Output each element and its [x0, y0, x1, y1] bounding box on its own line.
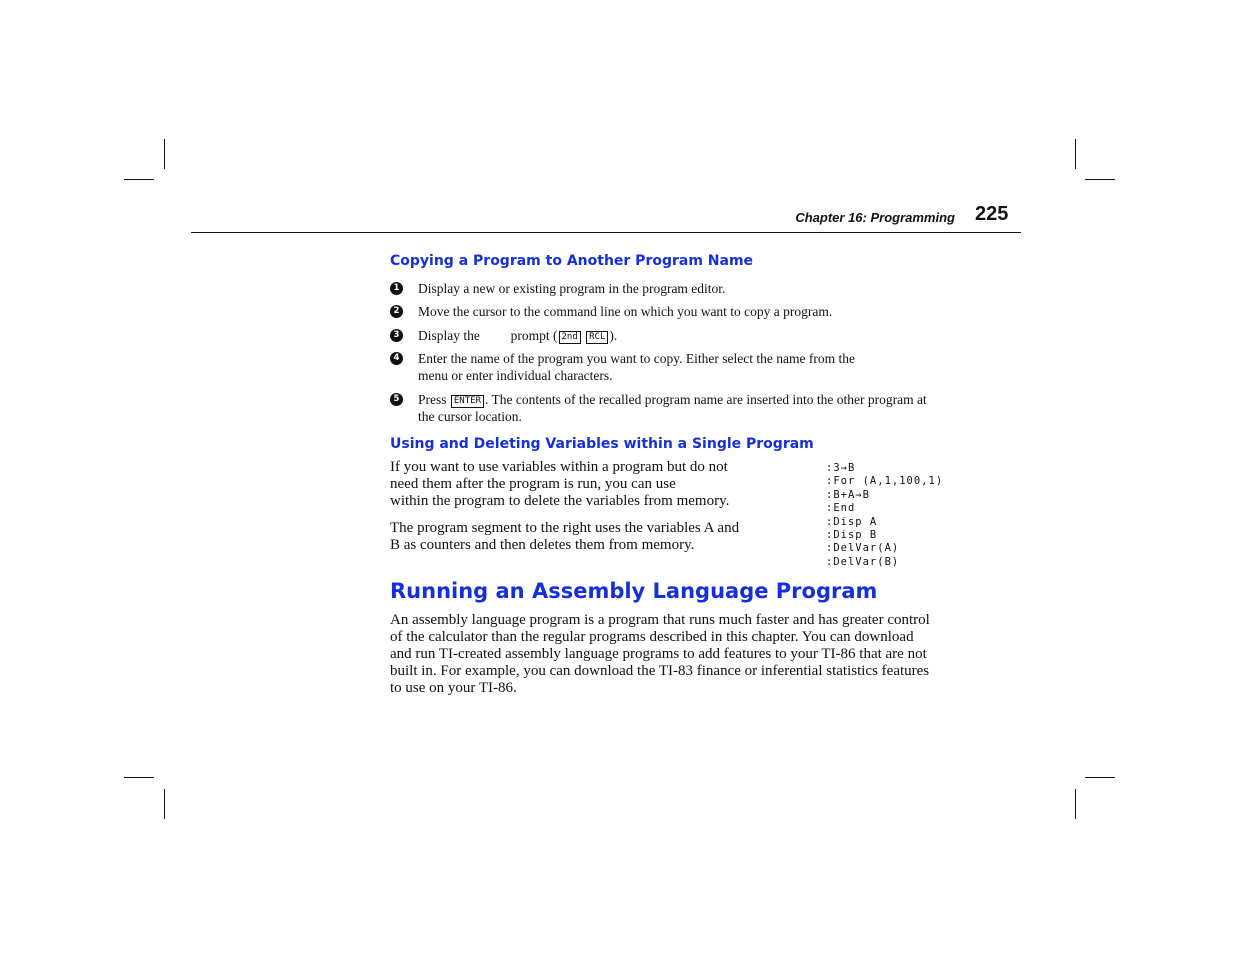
code-line: :B+A→B: [826, 488, 870, 501]
step-text-fragment: Press: [418, 392, 450, 407]
code-line: :3→B: [826, 462, 856, 474]
step-text-fragment: Display a new or existing program in the program editor.: [418, 281, 726, 296]
text-line: to use on your TI-86.: [390, 680, 517, 696]
section-heading-variables: Using and Deleting Variables within a Single Program: [390, 436, 814, 452]
text-line: B as counters and then deletes them from memory.: [390, 537, 695, 553]
step-text-fragment: Display the: [418, 328, 484, 343]
code-line: :Disp A: [826, 515, 878, 528]
text-line: within the program to delete the variables from memory.: [390, 493, 730, 509]
code-line: :DelVar(A): [826, 542, 900, 555]
calculator-key-2nd: 2nd: [559, 331, 581, 344]
crop-mark: [164, 139, 165, 169]
assembly-paragraph: [390, 612, 1020, 697]
program-code-listing: [826, 462, 943, 569]
step-text: [418, 280, 1008, 297]
running-header-chapter: Chapter 16: Programming: [795, 210, 955, 225]
page-number: 225: [975, 203, 1009, 225]
text-line: need them after the program is run, you can use: [390, 476, 676, 492]
step-text-fragment: menu or enter individual characters.: [418, 368, 613, 383]
crop-mark: [124, 179, 154, 180]
header-rule: [191, 232, 1021, 233]
step-text-fragment: the cursor location.: [418, 409, 522, 424]
step-text: [418, 327, 1008, 344]
step-text: [418, 350, 1008, 384]
section-heading-copying: Copying a Program to Another Program Name: [390, 253, 754, 269]
crop-mark: [1075, 789, 1076, 819]
variables-paragraph-1: [390, 459, 810, 510]
text-line: An assembly language program is a program that runs much faster and has greater control: [390, 612, 930, 628]
step-text-fragment: ).: [609, 328, 618, 343]
step-text-fragment: . The contents of the recalled program name are inserted into the other program at: [484, 392, 927, 407]
step-number-badge: 4: [390, 352, 403, 365]
step-text-fragment: Move the cursor to the command line on which you want to copy a program.: [418, 304, 833, 319]
calculator-key-rcl: RCL: [586, 331, 608, 344]
code-line: :End: [826, 502, 856, 515]
variables-paragraph-2: [390, 520, 810, 554]
step-text-fragment: Enter the name of the program you want to copy. Either select the name from the: [418, 351, 855, 366]
calculator-key-enter: ENTER: [451, 395, 484, 408]
code-line: :For (A,1,100,1): [826, 475, 944, 488]
code-line: :Disp B: [826, 529, 878, 542]
crop-mark: [1085, 179, 1115, 180]
crop-mark: [164, 789, 165, 819]
step-text: [418, 391, 1008, 425]
text-line: The program segment to the right uses the variables A and: [390, 520, 740, 536]
step-number-badge: 1: [390, 282, 403, 295]
step-text-fragment: [582, 328, 585, 343]
text-line: built in. For example, you can download the TI-83 finance or inferential statistics features: [390, 663, 930, 679]
code-line: :DelVar(B): [826, 555, 900, 568]
crop-mark: [124, 777, 154, 778]
step-number-badge: 2: [390, 305, 403, 318]
step-number-badge: 3: [390, 329, 403, 342]
crop-mark: [1075, 139, 1076, 169]
text-line: of the calculator than the regular programs described in this chapter. You can download: [390, 629, 914, 645]
text-line: If you want to use variables within a program but do not: [390, 459, 728, 475]
step-text: [418, 303, 1008, 320]
step-text-fragment: prompt (: [507, 328, 558, 343]
text-line: and run TI-created assembly language programs to add features to your TI-86 that are not: [390, 646, 927, 662]
step-number-badge: 5: [390, 393, 403, 406]
crop-mark: [1085, 777, 1115, 778]
section-heading-assembly: Running an Assembly Language Program: [390, 579, 878, 603]
